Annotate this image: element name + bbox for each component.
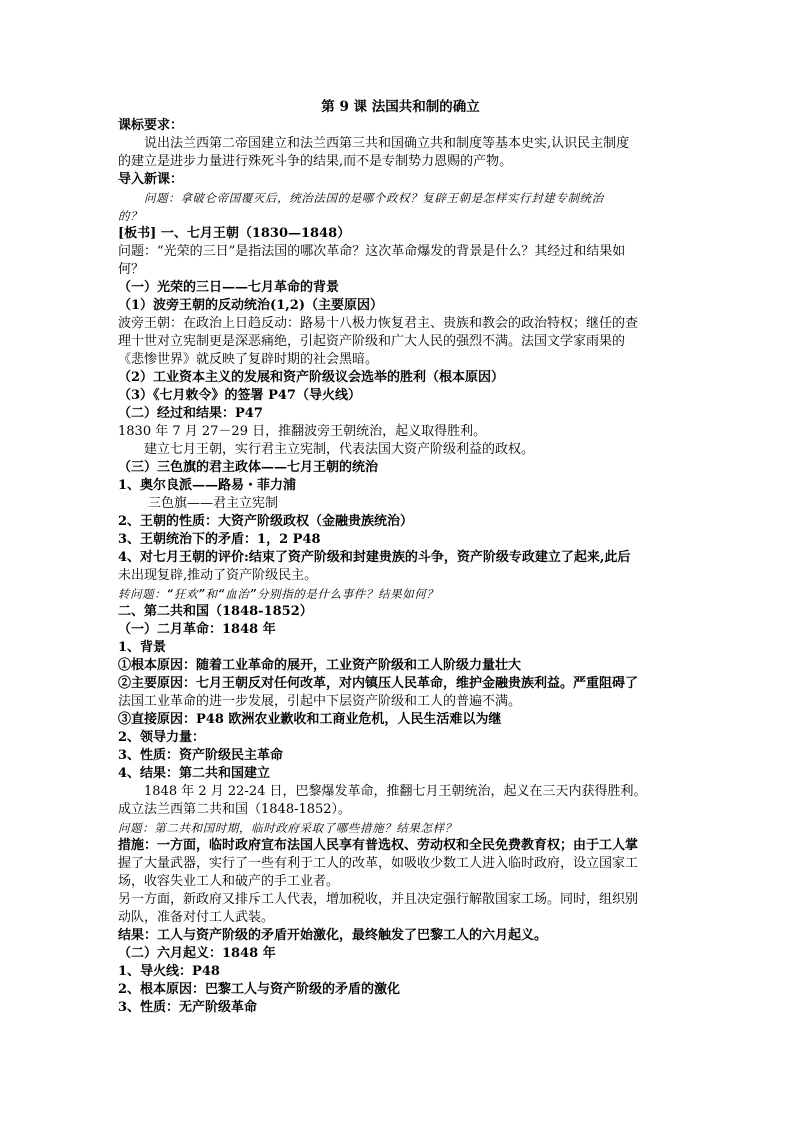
text-line: ①根本原因：随着工业革命的展开，工业资产阶级和工人阶级力量壮大 xyxy=(118,658,522,673)
text-line: 1、奥尔良派——路易・菲力浦 xyxy=(118,478,297,493)
text-line: 二、第二共和国（1848-1852） xyxy=(118,604,313,619)
text-line: 未出现复辟,推动了资产阶级民主。 xyxy=(118,568,318,583)
text-line: 2、王朝的性质：大资产阶级政权（金融贵族统治） xyxy=(118,514,414,529)
text-line: 3、性质：无产阶级革命 xyxy=(118,1000,258,1015)
text-line: （一）光荣的三日——七月革命的背景 xyxy=(118,280,340,295)
text-line: 2、领导力量： xyxy=(118,730,206,745)
text-line: 1、导火线：P48 xyxy=(118,964,220,979)
text-line: 说出法兰西第二帝国建立和法兰西第三共和国确立共和制度等基本史实,认识民主制度 xyxy=(144,136,630,151)
text-line: 《悲惨世界》就反映了复辟时期的社会黑暗。 xyxy=(118,352,379,367)
text-line: [板书] 一、七月王朝（1830—1848） xyxy=(118,226,351,241)
text-line: 建立七月王朝，实行君主立宪制，代表法国大资产阶级利益的政权。 xyxy=(144,442,535,457)
text-line: 导入新课： xyxy=(118,172,184,187)
text-line: 何？ xyxy=(118,262,145,277)
text-line: （三）三色旗的君主政体——七月王朝的统治 xyxy=(118,460,379,475)
text-line: 4、结果：第二共和国建立 xyxy=(118,766,271,781)
text-line: 动队，准备对付工人武装。 xyxy=(118,910,275,925)
text-line: ②主要原因：七月王朝反对任何改革，对内镇压人民革命，维护金融贵族利益。严重阻碍了 xyxy=(118,676,639,691)
text-line: （3）《七月敕令》的签署 P47（导火线） xyxy=(118,388,361,403)
text-line: （2）工业资本主义的发展和资产阶级议会选举的胜利（根本原因） xyxy=(118,370,505,385)
text-line: 4、对七月王朝的评价:结束了资产阶级和封建贵族的斗争，资产阶级专政建立了起来,此后 xyxy=(118,550,631,565)
text-line: 场，收容失业工人和破产的手工业者。 xyxy=(118,874,340,889)
text-line: 问题：拿破仑帝国覆灭后，统治法国的是哪个政权？复辟王朝是怎样实行封建专制统治 xyxy=(144,191,604,205)
text-line: 1830 年 7 月 27－29 日，推翻波旁王朝统治，起义取得胜利。 xyxy=(118,424,487,439)
text-line: 措施：一方面，临时政府宣布法国人民享有普选权、劳动权和全民免费教育权；由于工人掌 xyxy=(118,838,639,853)
text-line: 3、王朝统治下的矛盾：1，2 P48 xyxy=(118,532,321,547)
text-line: （一）二月革命：1848 年 xyxy=(118,622,276,637)
document-body xyxy=(118,117,683,1017)
text-line: 问题：“光荣的三日”是指法国的哪次革命？这次革命爆发的背景是什么？其经过和结果如 xyxy=(118,244,626,259)
text-line: 另一方面，新政府又排斥工人代表，增加税收，并且决定强行解散国家工场。同时，组织别 xyxy=(118,892,639,907)
lesson-title: 第 9 课 法国共和制的确立 xyxy=(321,99,480,115)
text-line: ③直接原因：P48 欧洲农业歉收和工商业危机，人民生活难以为继 xyxy=(118,712,502,727)
text-line: （二）经过和结果：P47 xyxy=(118,406,263,421)
text-line: 波旁王朝：在政治上日趋反动：路易十八极力恢复君主、贵族和教会的政治特权；继任的查 xyxy=(118,316,639,331)
text-line: 2、根本原因：巴黎工人与资产阶级的矛盾的激化 xyxy=(118,982,401,997)
text-line: 成立法兰西第二共和国（1848-1852）。 xyxy=(118,802,352,817)
text-line: （二）六月起义：1848 年 xyxy=(118,946,276,961)
text-line: 3、性质：资产阶级民主革命 xyxy=(118,748,284,763)
text-line: 理十世对立宪制更是深恶痛绝，引起资产阶级和广大人民的强烈不满。法国文学家雨果的 xyxy=(118,334,626,349)
text-line: 课标要求： xyxy=(118,118,184,133)
text-line: 的建立是进步力量进行殊死斗争的结果,而不是专制势力恩赐的产物。 xyxy=(118,154,513,169)
document-page xyxy=(118,98,683,1017)
text-line: 1、背景 xyxy=(118,640,167,655)
text-line: （1）波旁王朝的反动统治(1,2)（主要原因） xyxy=(118,298,383,313)
text-line: 握了大量武器，实行了一些有利于工人的改革，如吸收少数工人进入临时政府，设立国家工 xyxy=(118,856,639,871)
text-line: 问题：第二共和国时期，临时政府采取了哪些措施？结果怎样？ xyxy=(118,821,457,835)
text-line: 三色旗——君主立宪制 xyxy=(148,496,279,511)
text-line: 的？ xyxy=(118,209,143,223)
text-line: 1848 年 2 月 22-24 日，巴黎爆发革命，推翻七月王朝统治，起义在三天内获得胜利。 xyxy=(144,784,647,799)
text-line: 转问题：“狂欢”和“血治”分别指的是什么事件？结果如何？ xyxy=(118,587,439,601)
text-line: 结果：工人与资产阶级的矛盾开始激化，最终触发了巴黎工人的六月起义。 xyxy=(118,928,548,943)
text-line: 法国工业革命的进一步发展，引起中下层资产阶级和工人的普遍不满。 xyxy=(118,694,522,709)
